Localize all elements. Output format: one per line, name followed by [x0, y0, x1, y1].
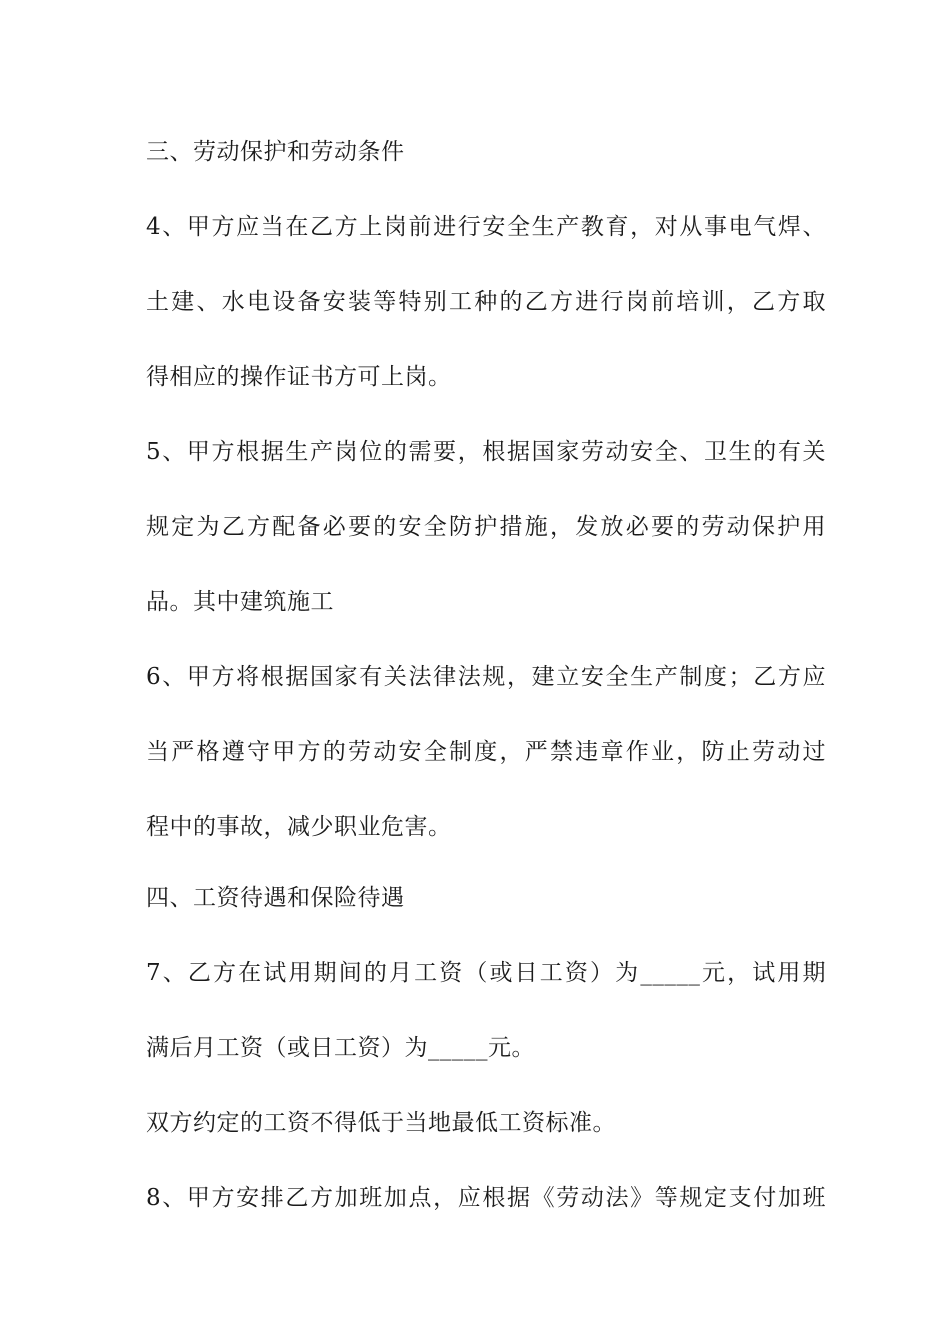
paragraph-line: 品。其中建筑施工	[146, 589, 334, 615]
section-heading-wages-insurance: 四、工资待遇和保险待遇	[146, 885, 405, 911]
paragraph-line: 双方约定的工资不得低于当地最低工资标准。	[146, 1110, 616, 1136]
section-heading-labor-protection: 三、劳动保护和劳动条件	[146, 139, 405, 165]
paragraph-line: 满后月工资（或日工资）为_____元。	[146, 1035, 535, 1061]
paragraph-line: 当严格遵守甲方的劳动安全制度，严禁违章作业，防止劳动过	[146, 739, 826, 765]
paragraph-line: 4、甲方应当在乙方上岗前进行安全生产教育，对从事电气焊、	[146, 214, 826, 240]
paragraph-line: 规定为乙方配备必要的安全防护措施，发放必要的劳动保护用	[146, 514, 826, 540]
paragraph-line: 8、甲方安排乙方加班加点，应根据《劳动法》等规定支付加班	[146, 1185, 826, 1211]
paragraph-line: 7、乙方在试用期间的月工资（或日工资）为_____元，试用期	[146, 960, 826, 986]
paragraph-line: 程中的事故，减少职业危害。	[146, 814, 452, 840]
paragraph-line: 5、甲方根据生产岗位的需要，根据国家劳动安全、卫生的有关	[146, 439, 826, 465]
paragraph-line: 土建、水电设备安装等特别工种的乙方进行岗前培训，乙方取	[146, 289, 826, 315]
paragraph-line: 得相应的操作证书方可上岗。	[146, 364, 452, 390]
paragraph-line: 6、甲方将根据国家有关法律法规，建立安全生产制度；乙方应	[146, 664, 826, 690]
